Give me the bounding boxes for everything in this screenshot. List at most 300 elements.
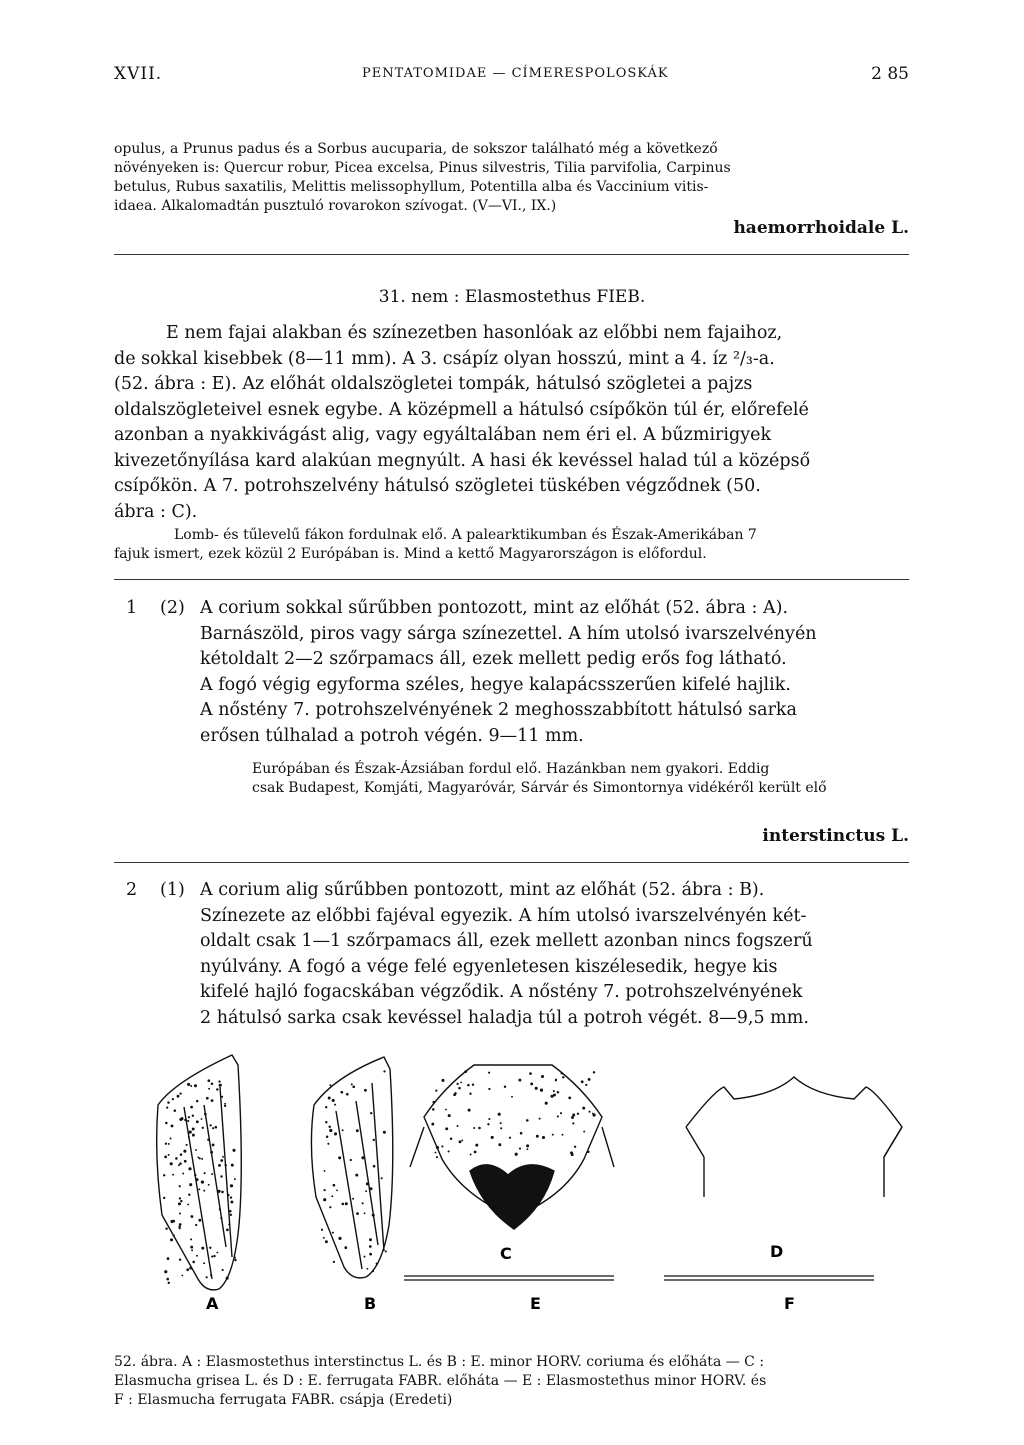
puncture-dot xyxy=(338,1156,341,1159)
puncture-dot xyxy=(356,1129,359,1132)
puncture-dot xyxy=(227,1194,229,1196)
puncture-dot xyxy=(177,1095,180,1098)
caption-line: F : Elasmucha ferrugata FABR. csápja (Eredeti) xyxy=(114,1392,453,1408)
puncture-dot xyxy=(196,1100,198,1102)
puncture-dot xyxy=(170,1162,173,1165)
figure-d-pronotum xyxy=(686,1077,902,1197)
puncture-dot xyxy=(436,1156,438,1158)
puncture-dot xyxy=(472,1083,474,1085)
puncture-dot xyxy=(372,1214,375,1217)
puncture-dot xyxy=(344,1246,347,1249)
puncture-dot xyxy=(461,1139,463,1141)
corium-outline-b xyxy=(311,1057,392,1278)
pronotum-outline-d xyxy=(686,1077,902,1197)
running-header xyxy=(114,60,909,88)
puncture-dot xyxy=(519,1148,521,1150)
description-line: oldalszögleteivel esnek egybe. A középmell a hátulsó csípőkön túl ér, előrefelé xyxy=(114,399,809,420)
puncture-dot xyxy=(230,1214,232,1216)
puncture-dot xyxy=(511,1096,513,1098)
puncture-dot xyxy=(170,1220,173,1223)
puncture-dot xyxy=(350,1159,352,1161)
puncture-dot xyxy=(571,1116,574,1119)
puncture-dot xyxy=(592,1113,594,1115)
puncture-dot xyxy=(206,1276,208,1278)
couplet-text xyxy=(200,878,908,1031)
puncture-dot xyxy=(557,1115,559,1117)
section-divider xyxy=(114,254,909,255)
puncture-dot xyxy=(211,1173,213,1175)
antenna-f xyxy=(664,1276,874,1280)
puncture-dot xyxy=(224,1105,226,1107)
puncture-dot xyxy=(520,1132,523,1135)
puncture-dot xyxy=(369,1245,372,1248)
figure-f-antenna xyxy=(664,1276,874,1280)
couplet-reference: (2) xyxy=(160,598,185,618)
puncture-dot xyxy=(210,1151,213,1154)
puncture-dot xyxy=(539,1118,541,1120)
puncture-dot xyxy=(323,1237,325,1239)
puncture-dot xyxy=(448,1114,451,1117)
puncture-dot xyxy=(321,1229,323,1231)
puncture-dot xyxy=(370,1112,372,1114)
puncture-dot xyxy=(553,1094,556,1097)
distribution-line: fajuk ismert, ezek közül 2 Európában is. Mind a kettő Magyarországon is előfordul. xyxy=(114,546,707,562)
puncture-dot xyxy=(588,1078,591,1081)
puncture-dot xyxy=(214,1126,217,1129)
puncture-dot xyxy=(218,1164,221,1167)
puncture-dot xyxy=(206,1097,209,1100)
puncture-dot xyxy=(213,1255,215,1257)
couplet-reference: (1) xyxy=(160,880,185,900)
puncture-dot xyxy=(226,1277,229,1280)
puncture-dot xyxy=(323,1189,325,1191)
puncture-dot xyxy=(373,1165,376,1168)
corium-vein xyxy=(336,1111,362,1269)
puncture-dot xyxy=(194,1174,196,1176)
figure-e-antenna xyxy=(404,1276,614,1280)
puncture-dot xyxy=(530,1082,533,1085)
puncture-dot xyxy=(593,1071,595,1073)
puncture-dot xyxy=(498,1143,501,1146)
puncture-dot xyxy=(188,1116,190,1118)
puncture-dot xyxy=(165,1143,167,1145)
puncture-dot xyxy=(199,1157,201,1159)
puncture-dot xyxy=(333,1261,335,1263)
puncture-dot xyxy=(355,1174,358,1177)
puncture-dot xyxy=(340,1091,343,1094)
puncture-dot xyxy=(172,1098,174,1100)
puncture-dot xyxy=(338,1237,341,1240)
puncture-dot xyxy=(332,1099,335,1102)
puncture-dot xyxy=(372,1270,374,1272)
genus-title: 31. nem : Elasmostethus FIEB. xyxy=(378,287,646,307)
puncture-dot xyxy=(536,1135,539,1138)
puncture-dot xyxy=(441,1079,444,1082)
puncture-dot xyxy=(588,1111,590,1113)
figure-label-f: F xyxy=(784,1294,795,1313)
figure-52 xyxy=(114,1047,909,1347)
puncture-dot xyxy=(163,1174,165,1176)
puncture-dot xyxy=(189,1267,192,1270)
figure-b-corium xyxy=(311,1057,392,1278)
puncture-dot xyxy=(325,1121,327,1123)
puncture-dot xyxy=(325,1240,328,1243)
puncture-dot xyxy=(585,1084,587,1086)
puncture-dot xyxy=(163,1197,165,1199)
figure-label-a: A xyxy=(206,1294,219,1313)
puncture-dot xyxy=(325,1106,327,1108)
couplet-distribution xyxy=(252,760,908,798)
puncture-dot xyxy=(336,1190,338,1192)
puncture-dot xyxy=(383,1070,385,1072)
puncture-dot xyxy=(201,1247,204,1250)
puncture-dot xyxy=(165,1122,168,1125)
puncture-dot xyxy=(352,1198,354,1200)
puncture-dot xyxy=(369,1238,372,1241)
puncture-dot xyxy=(583,1131,585,1133)
puncture-dot xyxy=(208,1184,210,1186)
puncture-dot xyxy=(228,1223,230,1225)
puncture-dot xyxy=(220,1159,223,1162)
puncture-dot xyxy=(178,1225,180,1227)
figure-label-b: B xyxy=(364,1294,377,1313)
puncture-dot xyxy=(230,1201,233,1204)
puncture-dot xyxy=(179,1258,181,1260)
puncture-dot xyxy=(327,1143,329,1145)
puncture-dot xyxy=(219,1084,222,1087)
puncture-dot xyxy=(201,1181,204,1184)
puncture-dot xyxy=(164,1270,167,1273)
puncture-dot xyxy=(467,1084,470,1087)
puncture-dot xyxy=(473,1127,475,1129)
puncture-dot xyxy=(458,1087,461,1090)
puncture-dot xyxy=(342,1203,345,1206)
puncture-dot xyxy=(560,1112,562,1114)
puncture-dot xyxy=(190,1085,192,1087)
puncture-dot xyxy=(186,1144,188,1146)
puncture-dot xyxy=(488,1088,490,1090)
puncture-dot xyxy=(179,1223,182,1226)
puncture-dot xyxy=(180,1200,182,1202)
puncture-dot xyxy=(164,1156,167,1159)
puncture-dot xyxy=(168,1154,170,1156)
puncture-dot xyxy=(178,1164,180,1166)
puncture-dot xyxy=(500,1122,502,1124)
description-line: E nem fajai alakban és színezetben hasonlóak az előbbi nem fajaihoz, xyxy=(166,323,783,343)
couplet-text xyxy=(200,596,908,749)
puncture-dot xyxy=(216,1088,218,1090)
puncture-dot xyxy=(545,1102,548,1105)
puncture-dot xyxy=(216,1252,218,1254)
puncture-dot xyxy=(487,1123,489,1125)
couplet-line: kifelé hajló fogacskában végződik. A nőstény 7. potrohszelvényének xyxy=(200,982,803,1002)
puncture-dot xyxy=(581,1080,584,1083)
puncture-dot xyxy=(383,1131,386,1134)
puncture-dot xyxy=(201,1118,203,1120)
puncture-dot xyxy=(230,1184,233,1187)
puncture-dot xyxy=(329,1129,332,1132)
puncture-dot xyxy=(334,1132,337,1135)
puncture-dot xyxy=(433,1101,436,1104)
puncture-dot xyxy=(232,1149,235,1152)
puncture-dot xyxy=(555,1080,557,1082)
pronotum-edge xyxy=(602,1127,614,1167)
puncture-dot xyxy=(562,1134,564,1136)
puncture-dot xyxy=(222,1269,224,1271)
puncture-dot xyxy=(370,1187,373,1190)
puncture-dot xyxy=(509,1137,511,1139)
caption-line: Elasmucha grisea L. és D : E. ferrugata FABR. előháta — E : Elasmostethus minor HORV. és xyxy=(114,1373,767,1389)
puncture-dot xyxy=(188,1136,190,1138)
puncture-dot xyxy=(209,1247,211,1249)
couplet-line: nyúlvány. A fogó a vége felé egyenletesen kiszélesedik, hegye kis xyxy=(200,956,778,977)
puncture-dot xyxy=(478,1127,481,1130)
couplet-line: A fogó végig egyforma széles, hegye kalapácsszerűen kifelé hajlik. xyxy=(200,674,791,695)
puncture-dot xyxy=(364,1212,366,1214)
puncture-dot xyxy=(488,1118,490,1120)
puncture-dot xyxy=(574,1146,576,1148)
puncture-dot xyxy=(196,1120,199,1123)
puncture-dot xyxy=(352,1085,355,1088)
puncture-dot xyxy=(381,1177,383,1179)
puncture-dot xyxy=(234,1259,236,1261)
puncture-dot xyxy=(361,1156,364,1159)
puncture-dot xyxy=(326,1135,329,1138)
antenna-e xyxy=(404,1276,614,1280)
puncture-dot xyxy=(577,1113,579,1115)
puncture-dot xyxy=(180,1153,183,1156)
puncture-dot xyxy=(351,1083,353,1085)
puncture-dot xyxy=(187,1120,189,1122)
puncture-dot xyxy=(179,1212,181,1214)
figure-label-d: D xyxy=(770,1242,784,1261)
puncture-dot xyxy=(192,1261,195,1264)
description-line: csípőkön. A 7. potrohszelvény hátulsó szögletei tüskében végződnek (50. xyxy=(114,476,761,496)
figure-label-e: E xyxy=(530,1294,541,1313)
puncture-dot xyxy=(535,1087,538,1090)
caption-line: 52. ábra. A : Elasmostethus interstinctus L. és B : E. minor HORV. coriuma és előháta — C : xyxy=(114,1354,765,1370)
puncture-dot xyxy=(190,1238,192,1240)
puncture-dot xyxy=(469,1093,471,1095)
puncture-dot xyxy=(210,1274,212,1276)
puncture-dot xyxy=(346,1093,349,1096)
puncture-dot xyxy=(224,1164,226,1166)
puncture-dot xyxy=(171,1124,174,1127)
puncture-dot xyxy=(445,1109,447,1111)
puncture-dot xyxy=(165,1227,167,1229)
puncture-dot xyxy=(515,1153,518,1156)
puncture-dot xyxy=(526,1119,529,1122)
puncture-dot xyxy=(432,1108,435,1111)
genus-description xyxy=(114,321,909,525)
puncture-dot xyxy=(366,1182,369,1185)
puncture-dot xyxy=(204,1172,206,1174)
puncture-dot xyxy=(474,1151,477,1154)
section-divider xyxy=(114,579,909,580)
couplet-line: A corium alig sűrűbben pontozott, mint az előhát (52. ábra : B). xyxy=(200,880,765,900)
puncture-dot xyxy=(208,1088,210,1090)
puncture-dot xyxy=(231,1164,234,1167)
puncture-dot xyxy=(167,1101,169,1103)
puncture-dot xyxy=(488,1072,490,1074)
puncture-dot xyxy=(189,1131,192,1134)
puncture-dot xyxy=(562,1076,564,1078)
figure-caption xyxy=(114,1353,909,1410)
running-title: PENTATOMIDAE — CÍMERESPOLOSKÁK xyxy=(362,66,669,81)
species-name-haemorrhoidale: haemorrhoidale L. xyxy=(733,218,909,238)
puncture-dot xyxy=(334,1104,336,1106)
puncture-dot xyxy=(459,1140,462,1143)
puncture-dot xyxy=(184,1160,187,1163)
puncture-dot xyxy=(212,1127,214,1129)
puncture-dot xyxy=(328,1097,331,1100)
puncture-dot xyxy=(323,1198,326,1201)
puncture-dot xyxy=(362,1202,364,1204)
puncture-dot xyxy=(192,1115,194,1117)
puncture-dot xyxy=(179,1185,181,1187)
puncture-dot xyxy=(367,1268,369,1270)
couplet-line: Barnászöld, piros vagy sárga színezettel. A hím utolsó ivarszelvényén xyxy=(200,623,817,644)
couplet-line: erősen túlhalad a potroh végén. 9—11 mm. xyxy=(200,725,584,746)
puncture-dot xyxy=(195,1178,198,1181)
puncture-dot xyxy=(376,1263,378,1265)
puncture-dot xyxy=(211,1099,214,1102)
puncture-dot xyxy=(436,1146,439,1149)
puncture-dot xyxy=(204,1113,207,1116)
puncture-dot xyxy=(448,1150,450,1152)
puncture-dot xyxy=(441,1145,443,1147)
puncture-dot xyxy=(211,1256,213,1258)
puncture-dot xyxy=(166,1106,168,1108)
puncture-dot xyxy=(356,1212,359,1215)
corium-vein xyxy=(220,1087,232,1257)
puncture-dot xyxy=(553,1090,555,1092)
puncture-dot xyxy=(191,1249,193,1251)
puncture-dot xyxy=(460,1081,462,1083)
intro-line: növényeken is: Quercur robur, Picea excelsa, Pinus silvestris, Tilia parvifolia, Carpinus xyxy=(114,160,731,176)
puncture-dot xyxy=(198,1188,200,1190)
description-line: azonban a nyakkivágást alig, vagy egyáltalában nem éri el. A bűzmirigyek xyxy=(114,425,772,445)
puncture-dot xyxy=(218,1190,221,1193)
puncture-dot xyxy=(184,1119,187,1122)
puncture-dot xyxy=(526,1144,529,1147)
puncture-dot xyxy=(190,1246,193,1249)
puncture-dot xyxy=(230,1196,232,1198)
puncture-dot xyxy=(187,1203,189,1205)
puncture-dot xyxy=(179,1118,182,1121)
puncture-dot xyxy=(587,1151,589,1153)
puncture-dot xyxy=(542,1136,545,1139)
puncture-dots-c xyxy=(431,1070,595,1158)
puncture-dot xyxy=(194,1084,197,1087)
puncture-dot xyxy=(571,1153,574,1156)
puncture-dot xyxy=(365,1190,367,1192)
puncture-dot xyxy=(170,1238,173,1241)
description-line: ábra : C). xyxy=(114,501,198,522)
puncture-dot xyxy=(468,1109,471,1112)
corium-outline-a xyxy=(157,1055,242,1290)
couplet-line: Színezete az előbbi fajéval egyezik. A hím utolsó ivarszelvényén két- xyxy=(200,905,807,926)
section-divider xyxy=(114,862,909,863)
couplet-line: oldalt csak 1—1 szőrpamacs áll, ezek mellett azonban nincs fogszerű xyxy=(200,931,813,951)
puncture-dot xyxy=(431,1123,434,1126)
pronotum-edge xyxy=(410,1127,424,1167)
pronotum-edge xyxy=(884,1127,902,1157)
puncture-dot xyxy=(464,1070,467,1073)
puncture-dot xyxy=(470,1154,472,1156)
intro-line: idaea. Alkalomadtán pusztuló rovarokon szívogat. (V—VI., IX.) xyxy=(114,198,557,214)
puncture-dot xyxy=(181,1275,183,1277)
puncture-dot xyxy=(435,1090,437,1092)
puncture-dot xyxy=(201,1158,203,1160)
puncture-dot xyxy=(445,1127,448,1130)
puncture-dot xyxy=(342,1129,344,1131)
puncture-dot xyxy=(557,1091,560,1094)
puncture-dot xyxy=(172,1174,174,1176)
puncture-dot xyxy=(186,1268,189,1271)
puncture-dot xyxy=(166,1278,169,1281)
puncture-dot xyxy=(234,1178,236,1180)
puncture-dot xyxy=(518,1079,521,1082)
puncture-dot xyxy=(187,1083,190,1086)
puncture-dot xyxy=(457,1125,459,1127)
puncture-dot xyxy=(226,1229,229,1232)
puncture-dot xyxy=(572,1122,574,1124)
distribution-line: Lomb- és tűlevelű fákon fordulnak elő. A palearktikumban és Észak-Amerikában 7 xyxy=(174,527,757,543)
puncture-dot xyxy=(198,1219,201,1222)
puncture-dot xyxy=(183,1150,186,1153)
couplet-line: A nőstény 7. potrohszelvényének 2 meghosszabbított hátulsó sarka xyxy=(200,700,797,720)
puncture-dots-a xyxy=(163,1079,237,1284)
chapter-number: XVII. xyxy=(114,64,163,84)
puncture-dot xyxy=(561,1072,563,1074)
puncture-dot xyxy=(224,1103,226,1105)
description-line: (52. ábra : E). Az előhát oldalszögletei tompák, hátulsó szögletei a pajzs xyxy=(114,374,753,394)
puncture-dot xyxy=(331,1195,333,1197)
puncture-dot xyxy=(202,1127,204,1129)
puncture-dot xyxy=(195,1149,197,1151)
puncture-dot xyxy=(182,1173,184,1175)
puncture-dot xyxy=(174,1109,177,1112)
puncture-dot xyxy=(229,1210,232,1213)
puncture-dot xyxy=(188,1193,190,1195)
puncture-dot xyxy=(373,1139,375,1141)
description-line: de sokkal kisebbek (8—11 mm). A 3. csápíz olyan hosszú, mint a 4. íz ²/₃-a. xyxy=(114,348,775,369)
intro-line: betulus, Rubus saxatilis, Melittis melissophyllum, Potentilla alba és Vaccinium vitis- xyxy=(114,179,709,195)
puncture-dot xyxy=(234,1257,236,1259)
puncture-dot xyxy=(192,1128,195,1131)
puncture-dot xyxy=(195,1224,197,1226)
puncture-dot xyxy=(167,1258,169,1260)
puncture-dot xyxy=(572,1114,575,1117)
puncture-dot xyxy=(220,1217,222,1219)
genus-distribution xyxy=(114,526,909,564)
puncture-dot xyxy=(454,1092,457,1095)
puncture-dot xyxy=(179,1197,181,1199)
puncture-dot xyxy=(222,1156,224,1158)
puncture-dot xyxy=(220,1175,222,1177)
puncture-dot xyxy=(369,1253,372,1256)
puncture-dot xyxy=(175,1157,178,1160)
puncture-dot xyxy=(209,1124,211,1126)
puncture-dot xyxy=(540,1089,543,1092)
key-couplet-2 xyxy=(114,878,909,1038)
puncture-dot xyxy=(196,1255,198,1257)
puncture-dot xyxy=(192,1134,195,1137)
couplet-number: 2 xyxy=(126,880,138,900)
puncture-dot xyxy=(385,1250,387,1252)
puncture-dot xyxy=(498,1113,501,1116)
